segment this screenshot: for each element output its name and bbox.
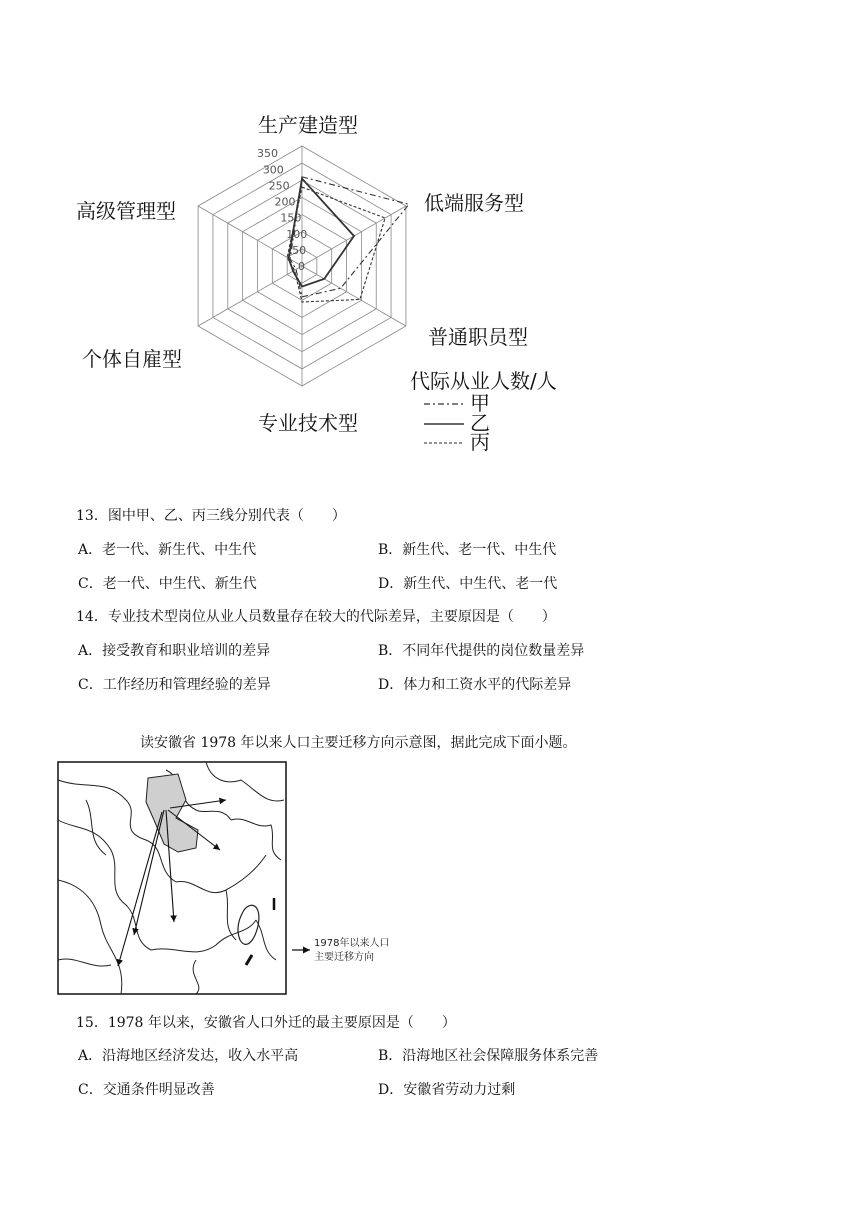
q13-option-d[interactable]: D．新生代、中生代、老一代 xyxy=(378,576,558,592)
q13-option-c[interactable]: C．老一代、中生代、新生代 xyxy=(78,576,257,592)
legend-title: 代际从业人数/人 xyxy=(410,369,557,393)
radar-tick-label: 150 xyxy=(280,211,302,225)
radar-tick-label: 250 xyxy=(268,179,290,193)
q15-option-b[interactable]: B．沿海地区社会保障服务体系完善 xyxy=(378,1048,599,1064)
radar-tick-label: 300 xyxy=(262,163,284,177)
axis-label-self-employed: 个体自雇型 xyxy=(82,347,182,371)
radar-tick-label: 200 xyxy=(274,195,296,209)
axis-label-low-service: 低端服务型 xyxy=(424,191,524,215)
radar-tick-label: 100 xyxy=(286,227,308,241)
radar-tick-label: 50 xyxy=(292,243,307,257)
axis-label-clerk: 普通职员型 xyxy=(428,325,528,349)
q15-option-d[interactable]: D．安徽省劳动力过剩 xyxy=(378,1082,516,1098)
q13-option-a[interactable]: A．老一代、新生代、中生代 xyxy=(78,542,257,558)
radar-spoke xyxy=(198,266,302,326)
q15-option-c[interactable]: C．交通条件明显改善 xyxy=(78,1082,215,1098)
axis-label-senior-mgmt: 高级管理型 xyxy=(76,199,176,223)
intro-text: 读安徽省 1978 年以来人口主要迁移方向示意图，据此完成下面小题。 xyxy=(140,735,577,751)
q14-option-d[interactable]: D．体力和工资水平的代际差异 xyxy=(378,677,572,693)
q15-option-a[interactable]: A．沿海地区经济发达，收入水平高 xyxy=(78,1048,299,1064)
question-15-stem: 15．1978 年以来，安徽省人口外迁的最主要原因是（ ） xyxy=(76,1015,456,1031)
radar-tick-label: 0 xyxy=(298,260,305,273)
legend-label-yi: 乙 xyxy=(470,411,490,435)
migration-map xyxy=(56,760,396,998)
legend-label-jia: 甲 xyxy=(470,391,490,415)
radar-chart xyxy=(60,108,590,468)
question-14-stem: 14．专业技术型岗位从业人员数量存在较大的代际差异，主要原因是（ ） xyxy=(76,609,556,625)
q13-option-b[interactable]: B．新生代、老一代、中生代 xyxy=(378,542,557,558)
axis-label-production: 生产建造型 xyxy=(258,113,358,137)
legend-label-bing: 丙 xyxy=(470,430,490,454)
map-legend-line1: 1978年以来人口 xyxy=(314,938,390,949)
axis-label-professional: 专业技术型 xyxy=(258,411,358,435)
map-legend-line2: 主要迁移方向 xyxy=(314,952,374,963)
q14-option-c[interactable]: C．工作经历和管理经验的差异 xyxy=(78,677,271,693)
q14-option-a[interactable]: A．接受教育和职业培训的差异 xyxy=(78,643,271,659)
question-13-stem: 13．图中甲、乙、丙三线分别代表（ ） xyxy=(76,508,346,524)
q14-option-b[interactable]: B．不同年代提供的岗位数量差异 xyxy=(378,643,585,659)
radar-spoke xyxy=(302,266,406,326)
radar-tick-label: 350 xyxy=(256,147,278,161)
